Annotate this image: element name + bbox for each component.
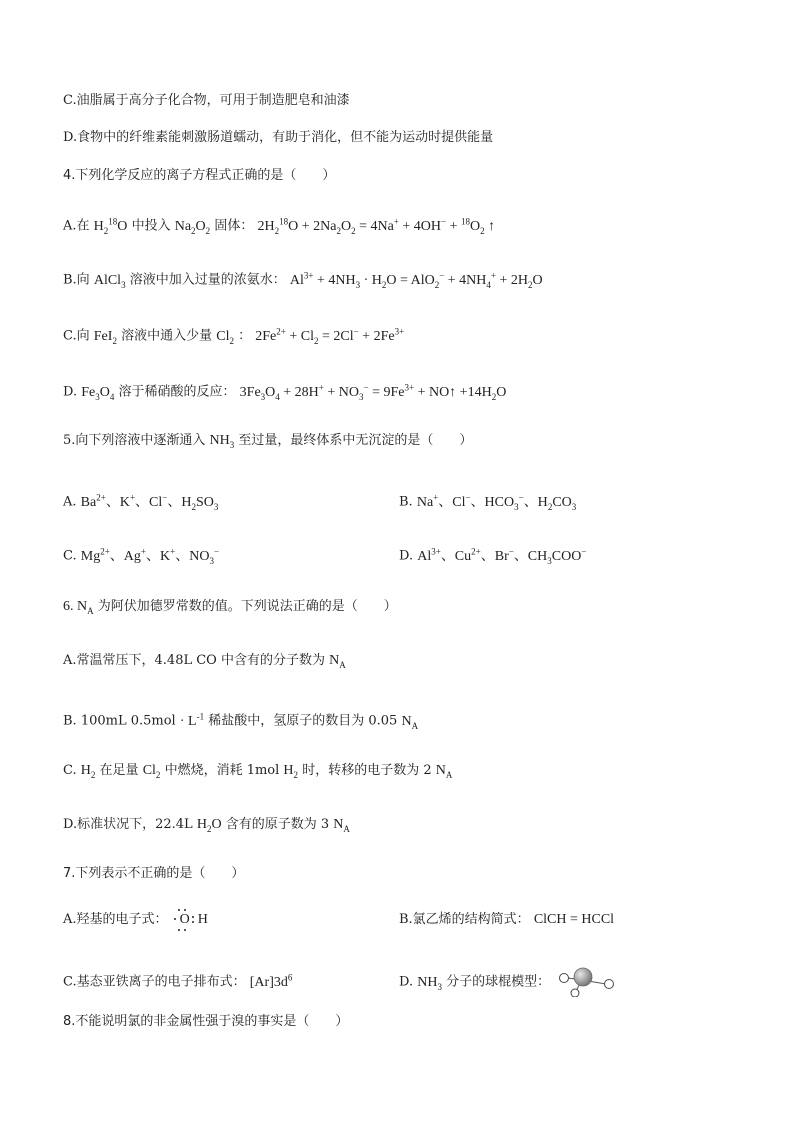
option-5c: C. $Mg^{2+}$、Ag+、K+、$NO_3^-$ [63,546,220,566]
option-5b: B. Na+、Cl−、$HCO_3^-$、$H_2CO_3$ [399,492,577,512]
option-6a: A.常温常压下，4.48L CO 中含有的分子数为 $N_A$ [63,653,346,670]
option-4a: A.在 $H_2^{18}O$ 中投入 $Na_2O_2$ 固体： $2H_2^{18}O + 2Na_2O_2 = 4Na^+ + 4OH^- + ^{18}O_2$ ↑ [63,216,496,236]
question-8: 8.不能说明氯的非金属性强于溴的事实是（ ） [63,1014,349,1029]
question-6: 6. $N_A$ 为阿伏加德罗常数的值。下列说法正确的是（ ） [63,599,397,616]
option-5d: D. $Al^{3+}$、$Cu^{2+}$、Br−、$CH_3COO^-$ [399,546,587,566]
question-7: 7.下列表示不正确的是（ ） [63,866,245,881]
option-6d: D.标准状况下，22.4L $H_2O$ 含有的原子数为 3 $N_A$ [63,817,350,834]
option-4b: B.向 AlCl$_3$ 溶液中加入过量的浓氨水： $Al^{3+} + 4NH_3 \cdot H_2O = AlO_2^- + 4NH_4^+ + 2H_2O$ [63,270,543,290]
option-4d: D. $Fe_3O_4$ 溶于稀硝酸的反应： $3Fe_3O_4 + 28H^+ + NO_3^- = 9Fe^{3+}$ + NO↑ $+14H_2O$ [63,382,507,402]
option-3d: D.食物中的纤维素能刺激肠道蠕动，有助于消化，但不能为运动时提供能量 [63,130,494,145]
electron-dot-formula: O H [172,912,208,927]
option-5a: A. $Ba^{2+}$、K+、Cl−、$H_2SO_3$ [63,492,219,512]
question-5: 5.向下列溶液中逐渐通入 $NH_3$ 至过量，最终体系中无沉淀的是（ ） [63,433,473,450]
oxygen-with-dots: O [174,910,196,930]
question-4: 4.下列化学反应的离子方程式正确的是（ ） [63,168,336,183]
option-7d: D. $NH_3$ 分子的球棍模型： [399,967,616,997]
ball-stick-model-icon [558,967,616,997]
option-7b: B.氯乙烯的结构简式： ClCH = HCCl [399,912,615,927]
option-4c: C.向 FeI$_2$ 溶液中通入少量 $Cl_2$ ： $2Fe^{2+} + Cl_2 = 2Cl^- + 2Fe^{3+}$ [63,326,405,346]
option-7c: C.基态亚铁离子的电子排布式： $[Ar]3d^6$ [63,972,293,990]
option-7a: A.羟基的电子式： O H [63,910,208,930]
option-6c: C. $H_2$ 在足量 $Cl_2$ 中燃烧，消耗 1mol $H_2$ 时，转移的电子数为 2 $N_A$ [63,763,453,780]
option-6b: B. 100mL $0.5mol \cdot L^{-1}$ 稀盐酸中，氢原子的数目为 0.05 $N_A$ [63,711,419,731]
option-3c: C.油脂属于高分子化合物，可用于制造肥皂和油漆 [63,93,350,108]
